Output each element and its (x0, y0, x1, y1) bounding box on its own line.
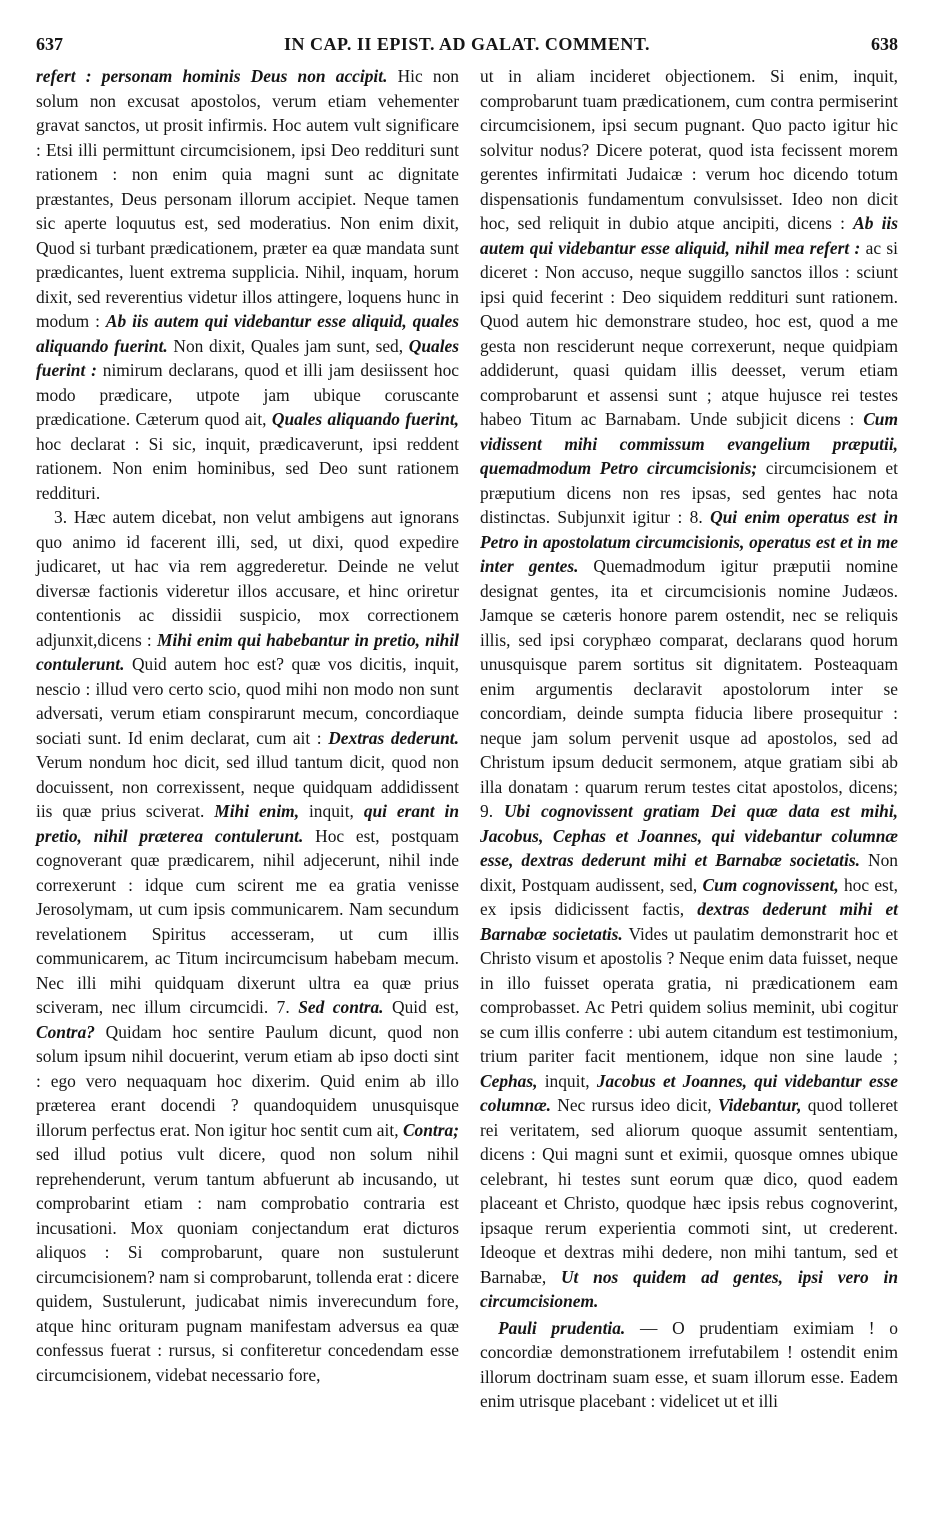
italic-text-run: Jacobus et Joannes, qui videbantur esse columnæ. (480, 1070, 898, 1115)
italic-text-run: Videbantur, (717, 1095, 802, 1115)
text-run: Non dixit, Postquam audissent, sed, (480, 850, 898, 895)
italic-text-run: Contra? (36, 1021, 95, 1042)
paragraph (480, 1316, 898, 1414)
italic-text-run: Quales fuerint : (36, 335, 460, 380)
italic-text-run: Ab iis autem qui videbantur esse aliquid, quales aliquando fuerint. (36, 311, 459, 356)
text-run: inquit, (537, 1070, 597, 1091)
italic-text-run: Cephas, (480, 1070, 538, 1091)
italic-text-run: refert : personam hominis Deus non accipit. (36, 66, 388, 86)
text-run: Verum nondum hoc dicit, sed illud tantum dicit, quod non docuissent, non correxissent, neque quidquam addidissent iis quæ prius sciverat. (36, 752, 459, 821)
italic-text-run: Cum cognovissent, (702, 874, 839, 895)
text-run: 3. Hæc autem dicebat, non velut ambigens aut ignorans quo animo id facerent illi, sed, ut dixi, quod expedire judicaret, ut hac via rem aggrederetur. Deinde ne velut diversæ factionis videretur illos accusare, et hinc oriretur contentionis ac dissidii suspicio, mox correctionem adjunxit,dicens : (36, 507, 459, 650)
text-run: Quid est, (383, 997, 459, 1017)
italic-text-run: Contra; (402, 1119, 459, 1140)
italic-text-run: Mihi enim qui habebantur in pretio, nihil contulerunt. (36, 629, 459, 674)
italic-text-run: Quales aliquando fuerint, (271, 409, 459, 429)
italic-text-run: Cum vidissent mihi commissum evangelium præputii, quemadmodum Petro circumcisionis; (480, 409, 898, 478)
text-run: ut in aliam incideret objectionem. Si enim, inquit, comprobarunt tuam prædicationem, cum contra permiserint circumcisionem, ipsi secum pugnant. Quo pacto igitur hic solvitur nodus? Dicere poterat, quod ista fecissent morem gerentes infirmitati Judaicæ : verum hoc dicendo totum dispensationis fundamentum convulsisset. Ideo non dicit hoc, sed reliquit in dubio atque ancipiti, dicens : (480, 66, 898, 233)
text-run: quod tolleret rei veritatem, sed aliorum quoque assumit sententiam, dicens : Qui magni sunt et eximii, quosque omnes ubique celebrant, hi testes sunt eorum quæ dico, quod eadem placeant et Christo, quodque hæc ipsis rebus cognoverint, ipsaque rerum experientia commoti sint, ut crederent. Ideoque et dextras mihi dedere, non mihi tantum, sed et Barnabæ, (480, 1095, 898, 1287)
page-number-left: 637 (36, 34, 63, 54)
text-run: Quidam hoc sentire Paulum dicunt, quod non solum ipsum nihil docuerint, verum etiam ab ipso docti sint : ego vero nequaquam hoc dixerim. Quid enim ab illo præterea erant docendi ? quandoquidem unusquisque illorum perfectus erat. Non igitur hoc sentit cum ait, (36, 1021, 459, 1140)
italic-text-run: qui erant in pretio, nihil præterea contulerunt. (36, 801, 460, 846)
running-header (36, 34, 898, 60)
page-number-right: 638 (871, 34, 898, 54)
italic-text-run: Ubi cognovissent gratiam Dei quæ data est mihi, Jacobus, Cephas et Joannes, qui videbantur columnæ esse, dextras dederunt mihi et Barnabæ societatis. (480, 801, 898, 870)
text-run: Quemadmodum igitur præputii nomine designat gentes, ita et circumcisionis nomine Judæos. Jamque se cæteris honore parem ostendit, nec se reliquis illis, sed ipsi coryphæo comparat, declarans quod horum unusquisque parem sortitus sit dignitatem. Posteaquam enim argumentis declaravit apostolorum inter se concordiam, deinde sumpta fiducia libere prosequitur : neque jam solum pervenit usque ad apostolos, sed ad Christum ipsum deducit sermonem, atque gratiam sibi ab illa donatam : quarum rerum testes citat apostolos, dicens; 9. (480, 556, 898, 821)
text-run: circumcisionem et præputium dicens non res ipsas, sed gentes hac nota distinctas. Subjunxit igitur : 8. (480, 458, 898, 527)
text-run: hoc declarat : Si sic, inquit, prædicaverunt, ipsi reddent rationem. Non enim hominibus, sed Deo sunt rationem reddituri. (36, 433, 459, 503)
italic-text-run: Sed contra. (298, 997, 384, 1017)
italic-text-run: Ut nos quidem ad gentes, ipsi vero in circumcisionem. (480, 1266, 898, 1311)
text-run: sed illud potius vult dicere, quod non solum nihil reprehenderunt, verum tantum abfuerunt ab incusando, ut comprobarint etiam : nam comprobatio contraria est incusationi. Mox quoniam conjectandum erat dicturos aliquos : Si comprobarunt, quare non sustulerunt circumcisionem? nam si comprobarunt, tollenda erat : dicere quidem, Sustulerunt, judicabat nimis inverecundum fore, atque hinc orituram pugnam manifestam adversus ea quæ confessus fuerat : rursus, si confiteretur concedendam esse circumcisionem, videbat necessario fore, (36, 1144, 459, 1385)
running-title: IN CAP. II EPIST. AD GALAT. COMMENT. (283, 34, 651, 54)
text-run: Hoc est, postquam cognoverant quæ prædicarem, nihil adjecerunt, nihil inde correxerunt : idque cum scirent me ea gratia venisse Jerosolymam, ut cum ipsis communicarem. Nam secundum revelationem Spiritus accesseram, ut cum illis communicarem, ac Titum incircumcisum habebam mecum. Nec illi mihi quidquam dixerunt ultra ea quæ prius sciveram, nec illum circumcidi. 7. (36, 825, 459, 1017)
text-run: Vides ut paulatim demonstrarit hoc et Christo visum et apostolis ? Neque enim data fuisset, neque in illo fuisset operata gratia, ni prædicationem eam comprobasset. Ac Petri quidem solius meminit, ubi cogitur se cum illis conferre : ubi autem citandum est testimonium, trium pariter facit mentionem, idque non sine laude ; (480, 923, 898, 1066)
paragraph (36, 505, 459, 1387)
italic-text-run: Pauli prudentia. (498, 1317, 626, 1338)
text-run: Non dixit, Quales jam sunt, sed, (167, 335, 409, 356)
text-run: hoc est, ex ipsis didicissent factis, (480, 874, 899, 919)
text-run: — O prudentiam eximiam ! o concordiæ demonstrationem irrefutabilem ! ostendit enim illorum doctrinam suam esse, et suam illorum esse. Eadem enim utrisque placebant : videlicet ut et illi (480, 1317, 898, 1411)
paragraph (480, 64, 898, 1314)
text-run: nimirum declarans, quod et illi jam desiissent hoc modo prædicare, utpote jam ubique coruscante prædicatione. Cæterum quod ait, (36, 360, 459, 429)
italic-text-run: Ab iis autem qui videbantur esse aliquid, nihil mea refert : (480, 213, 899, 258)
text-run: ac si diceret : Non accuso, neque suggillo sanctos illos : sciunt ipsi quid fecerint : Deo siquidem reddituri sunt rationem. Quod autem hic demonstrare studeo, hoc est, quod a me gesta non resciderunt neque correxerunt, neque quidpiam addiderunt, quasi quidam illis deesset, verum etiam comprobarunt et assensi sunt ; atque hujusce rei testes habeo Titum ac Barnabam. Unde subjicit dicens : (480, 237, 899, 429)
text-run: inquit, (299, 801, 364, 821)
italic-text-run: Qui enim operatus est in Petro in apostolatum circumcisionis, operatus est et in me inter gentes. (480, 507, 898, 576)
text-run: Quid autem hoc est? quæ vos dicitis, inquit, nescio : illud vero certo scio, quod mihi non modo non sunt adversati, verum etiam conspirarunt mecum, concordiaque sociati sunt. Id enim declarat, cum ait : (36, 654, 459, 748)
text-run: Hic non solum non excusat apostolos, verum etiam vehementer gravat sanctos, ut prosit infirmis. Hoc autem vult significare : Etsi illi permittunt circumcisionem, ipsi Deo reddituri sunt rationem : non enim quia magni sunt ac dignitate præstantes, Deus personam illorum accipiet. Neque tamen sic aperte loquutus est, sed moderatius. Non enim dixit, Quod si turbant prædicationem, præter ea quæ mandata sunt prædicantes, luent extrema supplicia. Nihil, inquam, horum dixit, sed reverentius videtur illos attingere, loquens hunc in modum : (36, 66, 459, 331)
paragraph (36, 64, 459, 505)
text-run: Nec rursus ideo dicit, (551, 1095, 718, 1115)
italic-text-run: dextras dederunt mihi et Barnabæ societatis. (480, 899, 899, 944)
italic-text-run: Dextras dederunt. (328, 727, 459, 748)
italic-text-run: Mihi enim, (214, 801, 300, 821)
right-column (480, 64, 898, 1414)
left-column (36, 64, 459, 1387)
